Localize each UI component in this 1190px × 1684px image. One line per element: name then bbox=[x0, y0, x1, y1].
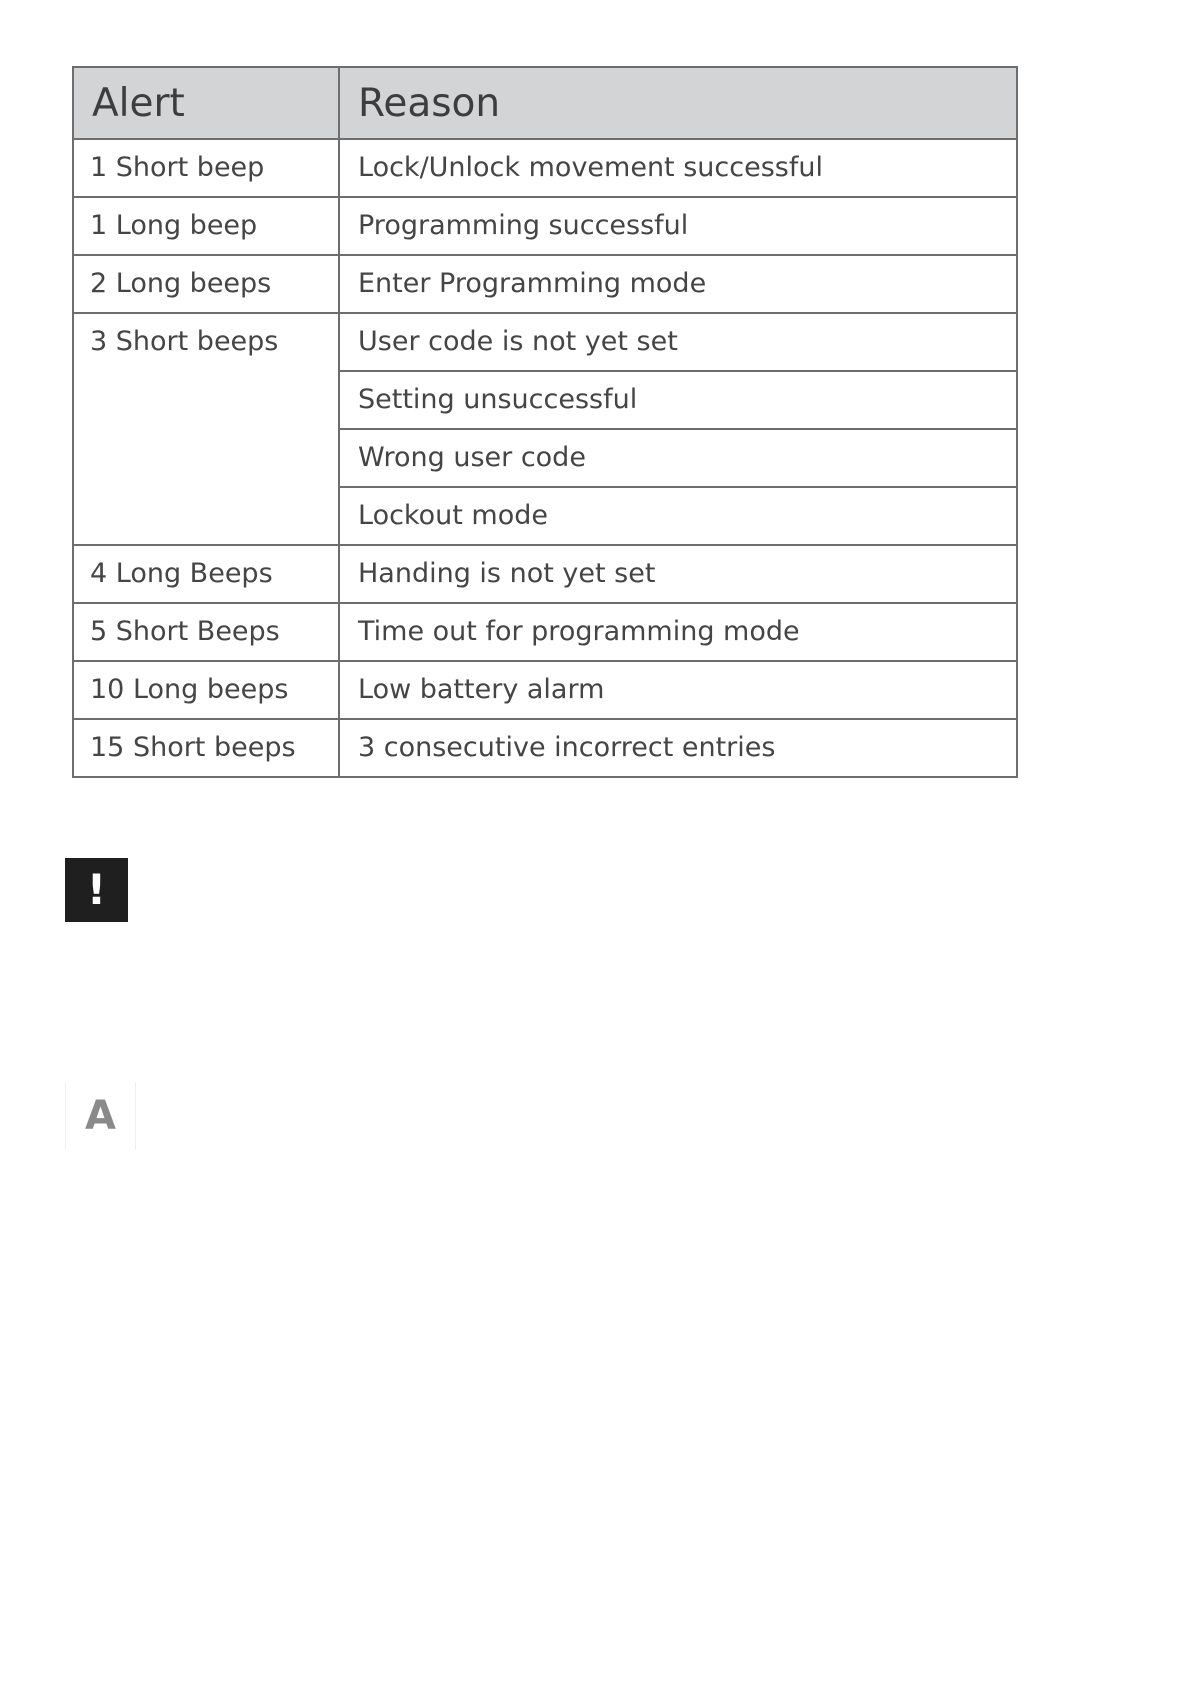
reason-cell: Programming successful bbox=[339, 197, 1017, 255]
reason-cell: Low battery alarm bbox=[339, 661, 1017, 719]
alert-cell: 3 Short beeps bbox=[73, 313, 339, 545]
exclamation-icon: ! bbox=[65, 858, 128, 922]
alert-cell: 1 Short beep bbox=[73, 139, 339, 197]
alert-table bbox=[72, 66, 1018, 778]
table-row bbox=[73, 545, 1017, 603]
table-row bbox=[73, 139, 1017, 197]
alert-cell: 1 Long beep bbox=[73, 197, 339, 255]
alert-cell: 5 Short Beeps bbox=[73, 603, 339, 661]
reason-cell: Handing is not yet set bbox=[339, 545, 1017, 603]
reason-cell: Setting unsuccessful bbox=[339, 371, 1017, 429]
alert-cell: 4 Long Beeps bbox=[73, 545, 339, 603]
table-header-row bbox=[73, 67, 1017, 139]
header-reason: Reason bbox=[339, 67, 1017, 139]
table-row bbox=[73, 719, 1017, 777]
table-row bbox=[73, 661, 1017, 719]
table-row bbox=[73, 313, 1017, 371]
reason-cell: 3 consecutive incorrect entries bbox=[339, 719, 1017, 777]
table-row bbox=[73, 197, 1017, 255]
letter-marker: A bbox=[65, 1082, 136, 1150]
reason-cell: Lock/Unlock movement successful bbox=[339, 139, 1017, 197]
reason-cell: Enter Programming mode bbox=[339, 255, 1017, 313]
reason-cell: User code is not yet set bbox=[339, 313, 1017, 371]
reason-cell: Time out for programming mode bbox=[339, 603, 1017, 661]
alert-cell: 10 Long beeps bbox=[73, 661, 339, 719]
alert-cell: 15 Short beeps bbox=[73, 719, 339, 777]
reason-cell: Wrong user code bbox=[339, 429, 1017, 487]
table-row bbox=[73, 255, 1017, 313]
reason-cell: Lockout mode bbox=[339, 487, 1017, 545]
alert-cell: 2 Long beeps bbox=[73, 255, 339, 313]
table-row bbox=[73, 603, 1017, 661]
header-alert: Alert bbox=[73, 67, 339, 139]
